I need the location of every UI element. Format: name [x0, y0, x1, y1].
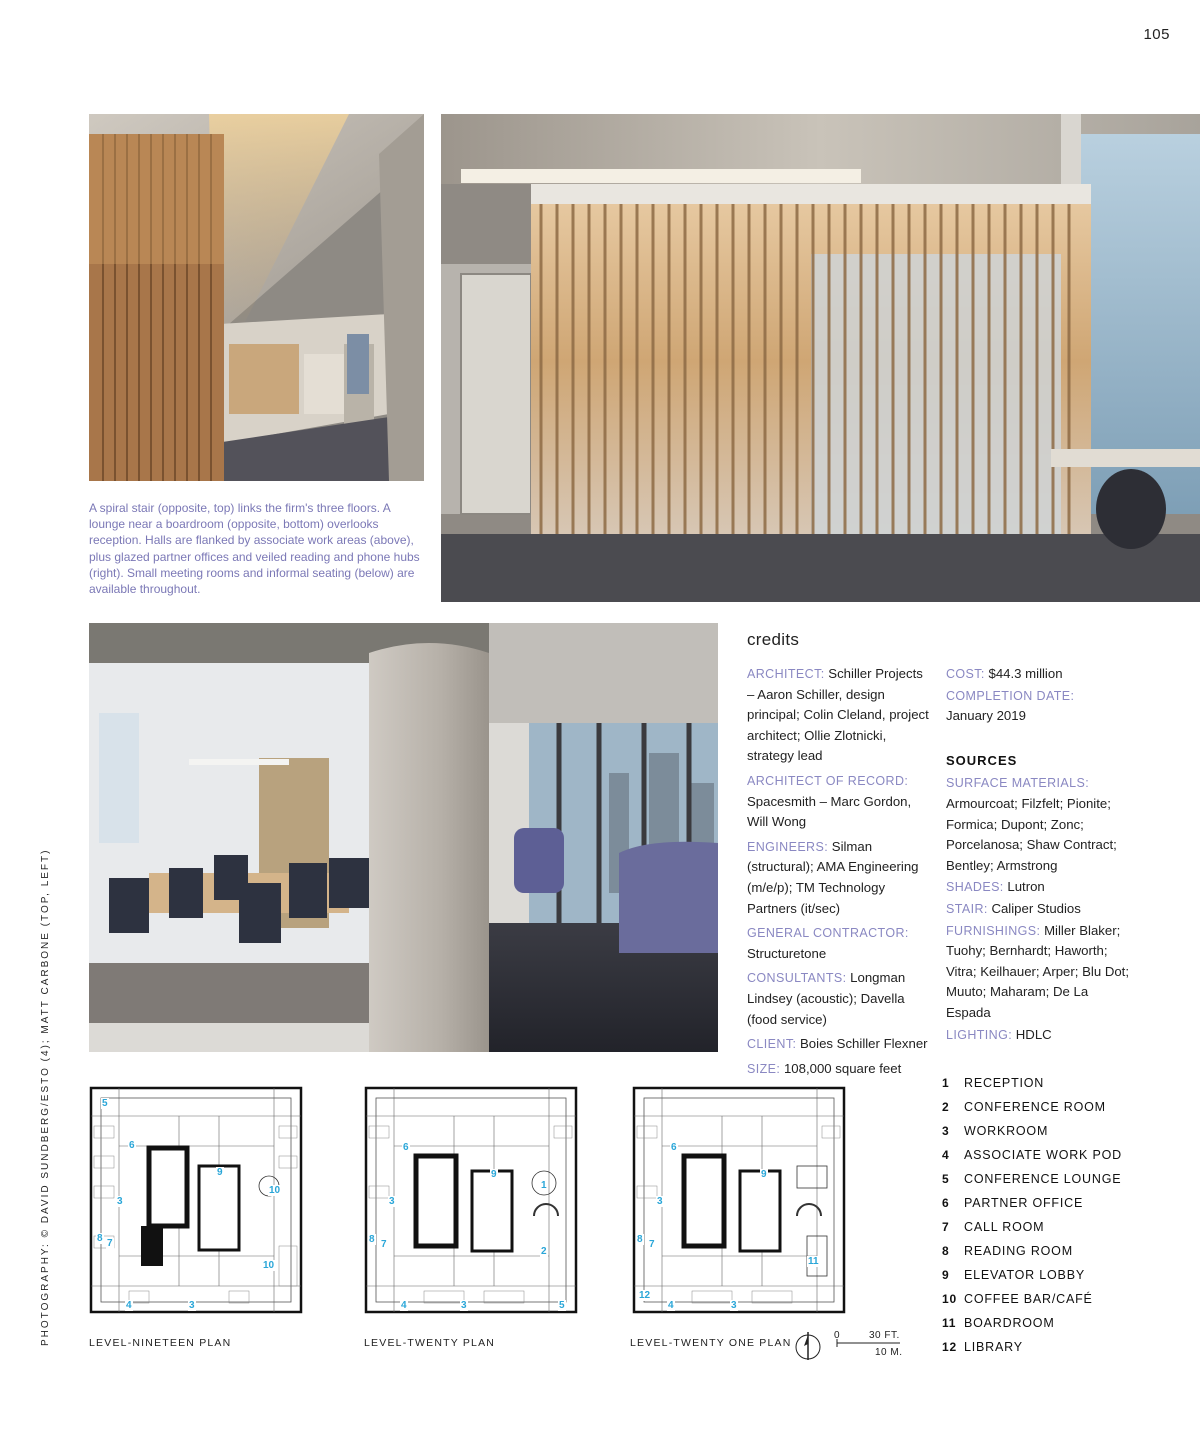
credits-left-column	[747, 664, 933, 1083]
legend-number: 9	[942, 1268, 950, 1282]
plan-room-marker: 3	[657, 1196, 663, 1207]
legend-label: CONFERENCE ROOM	[964, 1100, 1106, 1114]
source-surface-materials: SURFACE MATERIALS: Armourcoat; Filzfelt; Pionite; Formica; Dupont; Zonc; Porcelanosa; Shaw Contract; Bentley; Armstrong	[946, 776, 1117, 873]
legend-item	[942, 1095, 1162, 1119]
source-lighting: LIGHTING: HDLC	[946, 1026, 1052, 1042]
plan-room-marker: 6	[403, 1142, 409, 1153]
photo-hallway	[89, 114, 424, 481]
page-number: 105	[1143, 26, 1170, 43]
plan-room-marker: 2	[541, 1246, 547, 1257]
credit-engineers: ENGINEERS: Silman (structural); AMA Engineering (m/e/p); TM Technology Partners (it/sec)	[747, 838, 919, 916]
legend-number: 2	[942, 1100, 950, 1114]
sources-heading: SOURCES	[946, 752, 1018, 768]
legend-item	[942, 1191, 1162, 1215]
plan-label-level-20: LEVEL-TWENTY PLAN	[364, 1337, 496, 1349]
plan-room-marker: 4	[401, 1300, 407, 1311]
legend-item	[942, 1335, 1162, 1359]
credits-right-column	[946, 664, 1136, 1046]
photo-conference-room	[89, 623, 718, 1052]
legend-label: READING ROOM	[964, 1244, 1073, 1258]
credit-general-contractor: GENERAL CONTRACTOR: Structuretone	[747, 926, 909, 961]
photo-reading-hub	[441, 114, 1200, 602]
plan-room-marker: 10	[269, 1185, 281, 1196]
plan-room-marker: 12	[639, 1290, 651, 1301]
credit-cost: COST: $44.3 million	[946, 666, 1063, 681]
plan-room-marker: 3	[461, 1300, 467, 1311]
plan-room-marker: 8	[369, 1234, 375, 1245]
legend-label: BOARDROOM	[964, 1316, 1055, 1330]
plan-room-marker: 7	[107, 1238, 113, 1249]
legend-item	[942, 1119, 1162, 1143]
credit-consultants: CONSULTANTS: Longman Lindsey (acoustic); Davella (food service)	[747, 970, 906, 1027]
legend-label: WORKROOM	[964, 1124, 1049, 1138]
legend-number: 7	[942, 1220, 950, 1234]
plan-room-marker: 11	[808, 1256, 819, 1267]
credits-title: credits	[747, 630, 800, 649]
plan-room-marker: 9	[491, 1169, 497, 1180]
legend-label: PARTNER OFFICE	[964, 1196, 1084, 1210]
plan-room-marker: 7	[649, 1239, 655, 1250]
plan-room-marker: 6	[671, 1142, 677, 1153]
plan-room-marker: 4	[126, 1300, 132, 1311]
credit-architect: ARCHITECT: Schiller Projects – Aaron Schiller, design principal; Colin Cleland, project architect; Ollie Zlotnicki, strategy lead	[747, 666, 929, 764]
legend-label: CONFERENCE LOUNGE	[964, 1172, 1122, 1186]
legend-item	[942, 1311, 1162, 1335]
credit-size: SIZE: 108,000 square feet	[747, 1060, 902, 1076]
legend-label: COFFEE BAR/CAFÉ	[964, 1292, 1093, 1306]
scale-feet: 30 FT.	[869, 1330, 900, 1341]
plan-room-marker: 5	[102, 1098, 108, 1109]
legend-item	[942, 1167, 1162, 1191]
credit-architect-of-record: ARCHITECT OF RECORD: Spacesmith – Marc Gordon, Will Wong	[747, 773, 912, 830]
legend-number: 8	[942, 1244, 950, 1258]
source-shades: SHADES: Lutron	[946, 879, 1045, 895]
source-furnishings: FURNISHINGS: Miller Blaker; Tuohy; Bernhardt; Haworth; Vitra; Keilhauer; Arper; Blu Dot; Muuto; Maharam; De La Espada	[946, 922, 1130, 1020]
plan-room-marker: 1	[541, 1180, 547, 1191]
source-stair: STAIR: Caliper Studios	[946, 900, 1081, 916]
plan-label-level-19: LEVEL-NINETEEN PLAN	[89, 1337, 232, 1349]
plan-room-marker: 4	[668, 1300, 674, 1311]
legend-label: RECEPTION	[964, 1076, 1045, 1090]
plan-room-marker: 9	[217, 1167, 223, 1178]
legend-number: 12	[942, 1340, 957, 1354]
legend-item	[942, 1287, 1162, 1311]
legend-label: LIBRARY	[964, 1340, 1023, 1354]
scale-meters: 10 M.	[875, 1347, 903, 1358]
legend-item	[942, 1263, 1162, 1287]
plan-room-marker: 3	[117, 1196, 123, 1207]
photo-caption: A spiral stair (opposite, top) links the firm's three floors. A lounge near a boardroom (opposite, bottom) overlooks reception. Halls are flanked by associate work areas (above), plus glazed partner offices and veiled reading and phone hubs (right). Small meeting rooms and informal seating (below) are available throughout.	[89, 501, 420, 597]
legend-item	[942, 1239, 1162, 1263]
legend-item	[942, 1215, 1162, 1239]
plan-room-marker: 8	[637, 1234, 643, 1245]
scale-zero: 0	[834, 1330, 840, 1341]
plan-room-marker: 10	[263, 1260, 275, 1271]
plan-label-level-21: LEVEL-TWENTY ONE PLAN	[630, 1337, 792, 1349]
credit-client: CLIENT: Boies Schiller Flexner	[747, 1036, 928, 1052]
legend-number: 1	[942, 1076, 950, 1090]
legend-item	[942, 1143, 1162, 1167]
floor-plan-level-20	[364, 1086, 578, 1314]
floor-plan-level-21	[632, 1086, 846, 1314]
plan-room-marker: 3	[189, 1300, 195, 1311]
legend-number: 11	[942, 1316, 957, 1330]
legend-number: 5	[942, 1172, 950, 1186]
plan-room-marker: 9	[761, 1169, 767, 1180]
legend-label: ELEVATOR LOBBY	[964, 1268, 1085, 1282]
legend-number: 3	[942, 1124, 950, 1138]
legend-number: 4	[942, 1148, 950, 1162]
plan-room-marker: 5	[559, 1300, 565, 1311]
legend-label: ASSOCIATE WORK POD	[964, 1148, 1122, 1162]
photo-credit: PHOTOGRAPHY: © DAVID SUNDBERG/ESTO (4); MATT CARBONE (TOP, LEFT)	[40, 848, 51, 1346]
plan-room-marker: 7	[381, 1239, 387, 1250]
plan-room-marker: 6	[129, 1140, 135, 1151]
legend-label: CALL ROOM	[964, 1220, 1045, 1234]
legend-item	[942, 1071, 1162, 1095]
plan-room-marker: 3	[731, 1300, 737, 1311]
legend-number: 6	[942, 1196, 950, 1210]
plan-room-marker: 8	[97, 1233, 103, 1244]
plan-legend	[942, 1071, 1162, 1359]
credit-completion-date: COMPLETION DATE: January 2019	[946, 688, 1075, 724]
legend-number: 10	[942, 1292, 957, 1306]
plan-room-marker: 3	[389, 1196, 395, 1207]
